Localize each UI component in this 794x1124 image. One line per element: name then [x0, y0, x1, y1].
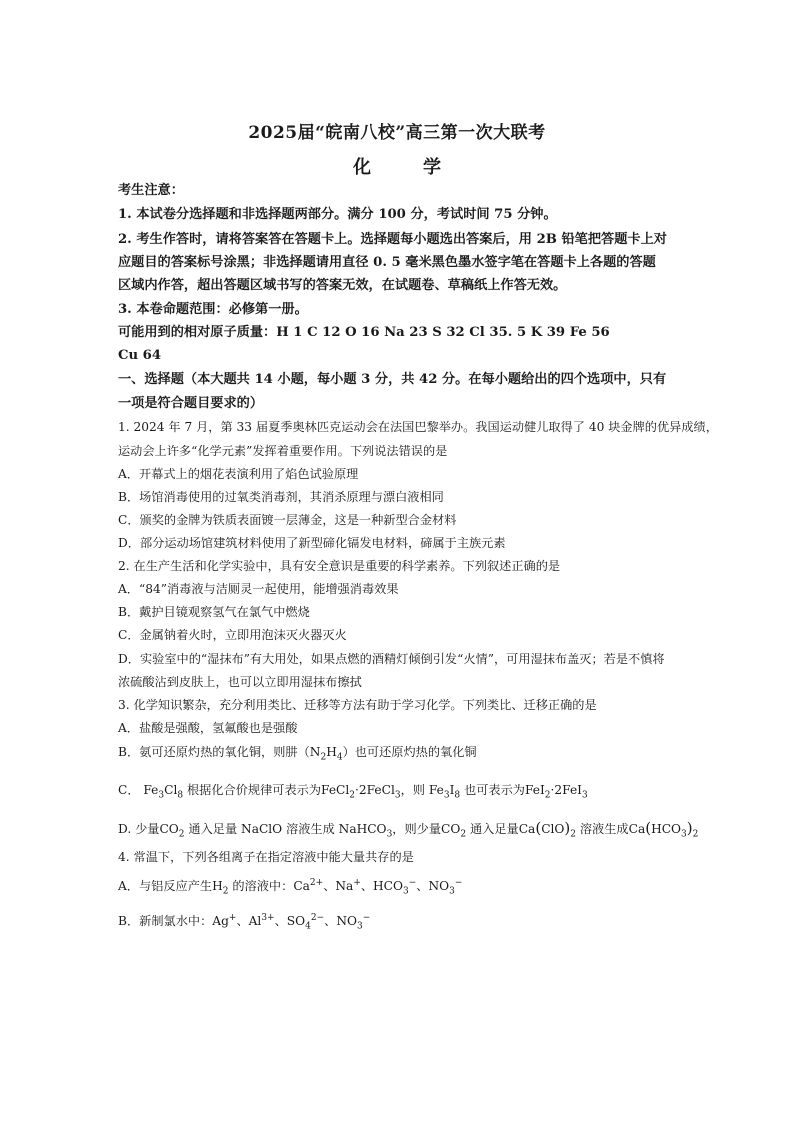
notice-item-3: 3. 本卷命题范围：必修第一册。 [118, 302, 308, 317]
question-2-option-b: B．戴护目镜观察氢气在氯气中燃烧 [118, 605, 310, 619]
question-2-option-c: C．金属钠着火时，立即用泡沫灭火器灭火 [118, 628, 347, 642]
question-4-option-a: A．与铝反应产生$H_2$ 的溶液中：$Ca^{2+}$、Na+、$HCO_3^-$、$NO_3^-$ [118, 877, 463, 897]
question-3-stem: 3. 化学知识繁杂，充分利用类比、迁移等方法有助于学习化学。下列类比、迁移正确的是 [118, 698, 597, 712]
question-2-option-d-line-2: 浓硫酸沾到皮肤上，也可以立即用湿抹布擦拭 [118, 675, 362, 689]
question-1-option-a: A．开幕式上的烟花表演利用了焰色试验原理 [118, 467, 359, 481]
question-3-option-c: C． $Fe_3Cl_8$ 根据化合价规律可表示为FeCl$_2$·2FeCl$_3$，则 $Fe_3I_8$ 也可表示为FeI$_2$·2FeI$_3$ [118, 783, 588, 801]
section-1-heading-line-1: 一、选择题（本大题共 14 小题，每小题 3 分，共 42 分。在每小题给出的四个选项中，只有 [118, 372, 667, 387]
question-1-option-b: B．场馆消毒使用的过氧类消毒剂，其消杀原理与漂白液相同 [118, 490, 444, 504]
atomic-mass-line-2: Cu 64 [118, 348, 162, 363]
question-3-option-a: A．盐酸是强酸，氢氟酸也是强酸 [118, 721, 298, 735]
question-1-option-d: D．部分运动场馆建筑材料使用了新型碲化镉发电材料，碲属于主族元素 [118, 536, 506, 550]
question-2-option-d-line-1: D．实验室中的“湿抹布”有大用处，如果点燃的酒精灯倾倒引发“火情”，可用湿抹布盖灭；若是不慎将 [118, 652, 665, 666]
subject-char-2: 学 [423, 157, 441, 178]
notice-item-2-line-3: 区域内作答，超出答题区域书写的答案无效，在试题卷、草稿纸上作答无效。 [118, 278, 567, 293]
question-3-option-d: D. 少量$CO_2$ 通入足量 NaClO 溶液生成 NaHCO$_3$，则少量$CO_2$ 通入足量$Ca(ClO)_2$ 溶液生成$Ca(HCO_3)_2$ [118, 819, 699, 840]
question-2-option-a: A．“84”消毒液与洁厕灵一起使用，能增强消毒效果 [118, 582, 399, 596]
atomic-mass-line-1: 可能用到的相对原子质量：H 1 C 12 O 16 Na 23 S 32 Cl 35. 5 K 39 Fe 56 [118, 325, 610, 340]
notice-item-1: 1. 本试卷分选择题和非选择题两部分。满分 100 分，考试时间 75 分钟。 [118, 207, 557, 222]
notice-item-2-line-2: 应题目的答案标号涂黑；非选择题请用直径 0. 5 毫米黑色墨水签字笔在答题卡上各题的答题 [118, 255, 656, 270]
notice-heading: 考生注意： [118, 183, 184, 198]
exam-title: 2025届“皖南八校”高三第一次大联考 [248, 123, 546, 143]
question-1-stem-line-2: 运动会上许多“化学元素”发挥着重要作用。下列说法错误的是 [118, 444, 448, 458]
question-4-option-b: B．新制氯水中：Ag+、$Al^{3+}$、$SO_4^{2-}$、$NO_3^-$ [118, 912, 371, 932]
question-2-stem: 2. 在生产生活和化学实验中，具有安全意识是重要的科学素养。下列叙述正确的是 [118, 559, 561, 573]
question-3-option-b: B．氨可还原灼热的氧化铜，则肼$(N_2H_4)$也可还原灼热的氧化铜 [118, 745, 477, 763]
notice-item-2-line-1: 2. 考生作答时，请将答案答在答题卡上。选择题每小题选出答案后，用 2B 铅笔把答题卡上对 [118, 232, 667, 247]
question-1-option-c: C．颁奖的金牌为铁质表面镀一层薄金，这是一种新型合金材料 [118, 513, 457, 527]
subject-title [0, 153, 794, 179]
question-4-stem: 4. 常温下，下列各组离子在指定溶液中能大量共存的是 [118, 850, 414, 864]
section-1-heading-line-2: 一项是符合题目要求的） [118, 396, 264, 411]
subject-char-1: 化 [353, 157, 371, 178]
question-1-stem-line-1: 1. 2024 年 7 月，第 33 届夏季奥林匹克运动会在法国巴黎举办。我国运动健儿取得了 40 块金牌的优异成绩， [118, 420, 718, 434]
